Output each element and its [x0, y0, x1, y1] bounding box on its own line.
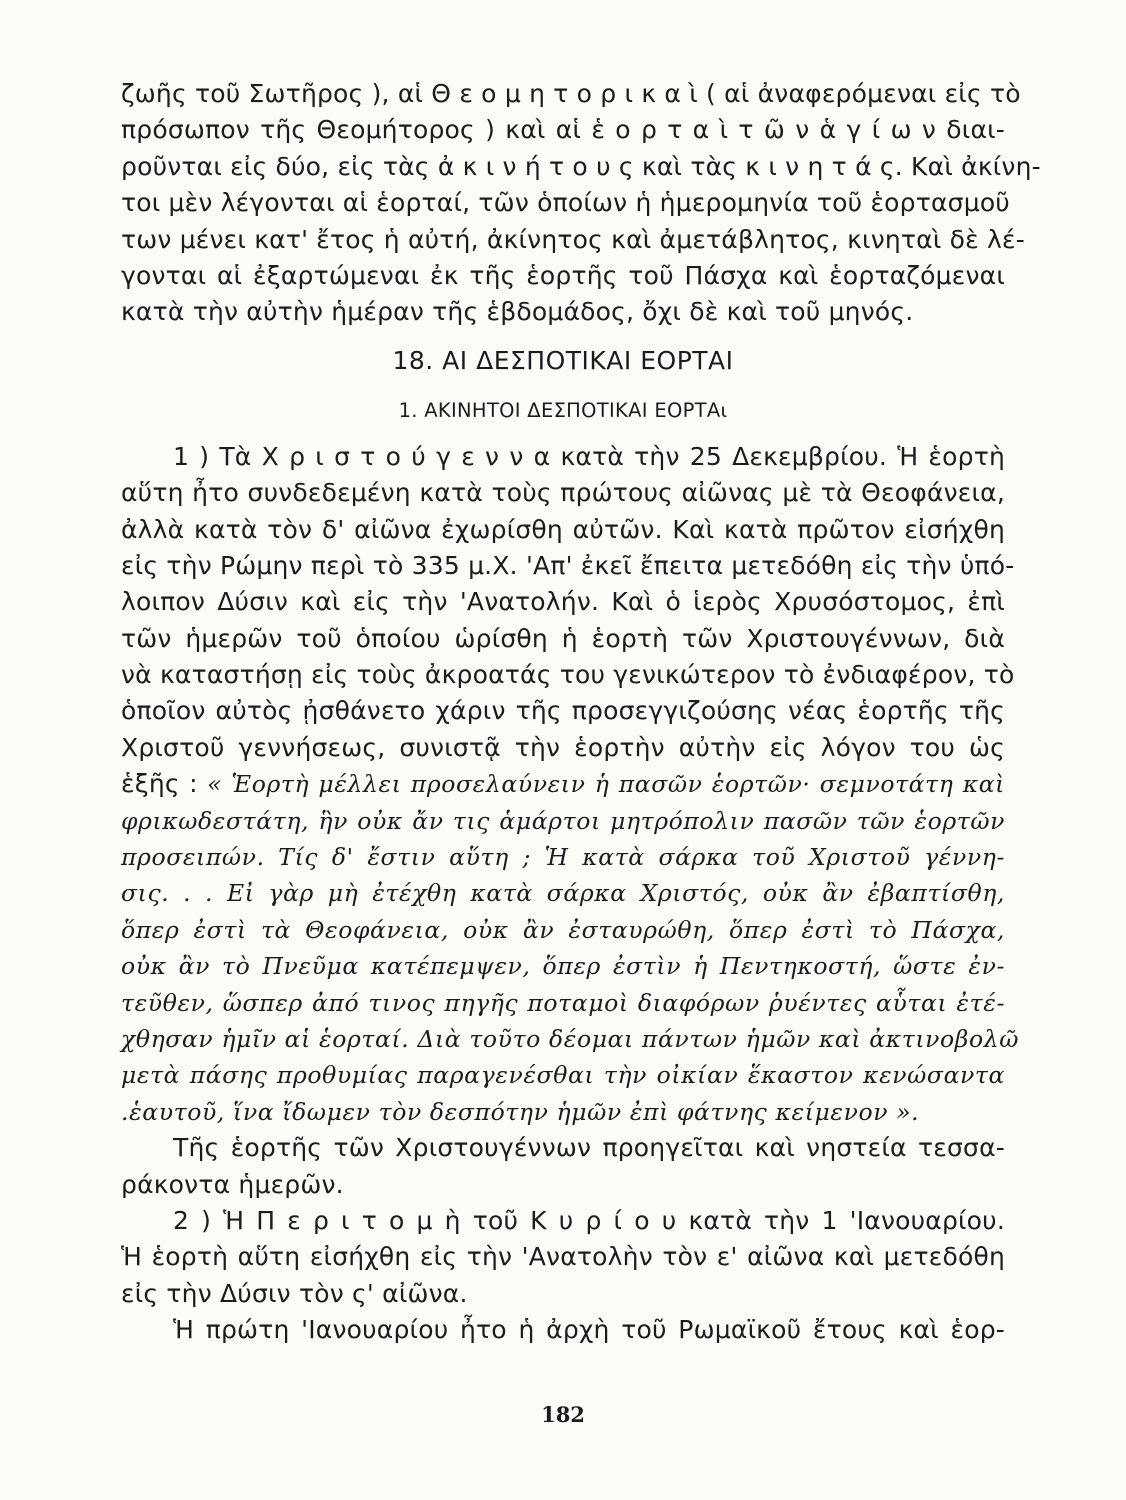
quote-first-line — [121, 766, 1005, 802]
text-line: κατὰ τὴν αὐτὴν ἡμέραν τῆς ἑβδομάδος, ὄχι δὲ καὶ τοῦ μηνός. — [121, 297, 914, 327]
quote-line: οὐκ ἂν τὸ Πνεῦμα κατέπεμψεν, ὅπερ ἐστὶν ἡ Πεντηκοστή, ὥστε ἐν- — [121, 952, 1005, 981]
text-line: τοι μὲν λέγονται αἱ ἑορταί, τῶν ὁποίων ἡ ἡμερομηνία τοῦ ἑορτασμοῦ — [121, 188, 1010, 218]
text-line: αὕτη ἦτο συνδεδεμένη κατὰ τοὺς πρώτους αἰῶνας μὲ τὰ Θεοφάνεια, — [121, 478, 1005, 508]
page-number: 182 — [541, 1402, 585, 1427]
subsection-heading: 1. ΑΚΙΝΗΤΟΙ ΔΕΣΠΟΤΙΚΑΙ ΕΟΡΤΑι — [398, 398, 728, 422]
text-line: ράκοντα ἡμερῶν. — [121, 1169, 344, 1199]
text-line: Τῆς ἑορτῆς τῶν Χριστουγέννων προηγεῖται καὶ νηστεία τεσσα- — [173, 1133, 1005, 1163]
quote-text: « Ἑορτὴ μέλλει προσελαύνειν ἡ πασῶν ἑορτῶν· σεμνοτάτη καὶ — [207, 770, 1005, 799]
text-line: Χριστοῦ γεννήσεως, συνιστᾷ τὴν ἑορτὴν αὐτὴν εἰς λόγον του ὡς — [121, 732, 1005, 762]
intro-paragraph — [121, 76, 1041, 331]
text-line: των μένει κατ' ἔτος ἡ αὐτή, ἀκίνητος καὶ ἀμετάβλητος, κινηταὶ δὲ λέ- — [121, 224, 1025, 254]
quote-line: .ἑαυτοῦ, ἵνα ἴδωμεν τὸν δεσπότην ἡμῶν ἐπὶ φάτνης κείμενον ». — [121, 1097, 920, 1126]
quote-line: μετὰ πάσης προθυμίας παραγενέσθαι τὴν οἰκίαν ἕκαστον κενώσαντα — [121, 1061, 1005, 1090]
text-line: εἰς τὴν Δύσιν τὸν ς' αἰῶνα. — [121, 1278, 468, 1308]
page-body — [121, 76, 1041, 1349]
chrysostom-quote — [121, 766, 1019, 1130]
text-line: Ἡ ἑορτὴ αὕτη εἰσήχθη εἰς τὴν 'Ανατολὴν τὸν ε' αἰῶνα καὶ μετεδόθη — [121, 1242, 1005, 1272]
text-line: Ἡ πρώτη 'Ιανουαρίου ἦτο ἡ ἀρχὴ τοῦ Ρωμαϊκοῦ ἔτους καὶ ἑορ- — [173, 1315, 1005, 1345]
quote-line: σις. . . Εἰ γὰρ μὴ ἐτέχθη κατὰ σάρκα Χριστός, οὐκ ἂν ἐβαπτίσθη, — [121, 879, 1005, 908]
text-line: εἰς τὴν Ρώμην περὶ τὸ 335 μ.Χ. 'Απ' ἐκεῖ ἔπειτα μετεδόθη εἰς τὴν ὑπό- — [121, 550, 1015, 580]
text-line: 2 ) Ἡ Π ε ρ ι τ ο μ ὴ τοῦ Κ υ ρ ί ο υ κατὰ τὴν 1 'Ιανουαρίου. — [173, 1205, 1005, 1235]
christmas-paragraph — [121, 439, 1015, 767]
text-line: ροῦνται εἰς δύο, εἰς τὰς ἀ κ ι ν ή τ ο υ ς καὶ τὰς κ ι ν η τ ά ς. Καὶ ἀκίνη- — [121, 151, 1041, 181]
text-line: ὁποῖον αὐτὸς ᾐσθάνετο χάριν τῆς προσεγγιζούσης νέας ἑορτῆς τῆς — [121, 696, 1005, 726]
text-line: γονται αἱ ἐξαρτώμεναι ἐκ τῆς ἑορτῆς τοῦ Πάσχα καὶ ἑορταζόμεναι — [121, 260, 1005, 290]
text-line: λοιπον Δύσιν καὶ εἰς τὴν 'Ανατολήν. Καὶ ὁ ἱερὸς Χρυσόστομος, ἐπὶ — [121, 587, 1005, 617]
quote-line: προσειπών. Τίς δ' ἔστιν αὕτη ; Ἡ κατὰ σάρκα τοῦ Χριστοῦ γέννη- — [121, 843, 1005, 872]
quote-line: φρικωδεστάτη, ἣν οὐκ ἄν τις ἁμάρτοι μητρόπολιν πασῶν τῶν ἑορτῶν — [121, 806, 1005, 835]
january-paragraph — [121, 1312, 1005, 1348]
quote-line: τεῦθεν, ὥσπερ ἀπό τινος πηγῆς ποταμοὶ διαφόρων ῥυέντες αὗται ἐτέ- — [121, 988, 1005, 1017]
fasting-paragraph — [121, 1130, 1005, 1203]
circumcision-paragraph — [121, 1203, 1005, 1312]
quote-line: ὅπερ ἐστὶ τὰ Θεοφάνεια, οὐκ ἂν ἐσταυρώθη, ὅπερ ἐστὶ τὸ Πάσχα, — [121, 915, 1005, 944]
quote-line: χθησαν ἡμῖν αἱ ἑορταί. Διὰ τοῦτο δέομαι πάντων ἡμῶν καὶ ἀκτινοβολῶ — [121, 1024, 1019, 1053]
text-line: ζωῆς τοῦ Σωτῆρος ), αἱ Θ ε ο μ η τ ο ρ ι κ α ὶ ( αἱ ἀναφερόμεναι εἰς τὸ — [121, 79, 1021, 108]
text-line: τῶν ἡμερῶν τοῦ ὁποίου ὡρίσθη ἡ ἑορτὴ τῶν Χριστουγέννων, διὰ — [121, 623, 1005, 653]
quote-lead: ἑξῆς : — [121, 769, 198, 799]
text-line: νὰ καταστήσῃ εἰς τοὺς ἀκροατάς του γενικώτερον τὸ ἐνδιαφέρον, τὸ — [121, 660, 1015, 690]
text-line: ἀλλὰ κατὰ τὸν δ' αἰῶνα ἐχωρίσθη αὐτῶν. Καὶ κατὰ πρῶτον εἰσήχθη — [121, 514, 1005, 544]
section-heading: 18. ΑΙ ΔΕΣΠΟΤΙΚΑΙ ΕΟΡΤΑΙ — [392, 345, 734, 375]
text-line: πρόσωπον τῆς Θεομήτορος ) καὶ αἱ ἑ ο ρ τ α ὶ τ ῶ ν ἁ γ ί ω ν διαι- — [121, 115, 1005, 145]
text-line: 1 ) Τὰ Χ ρ ι σ τ ο ύ γ ε ν ν α κατὰ τὴν 25 Δεκεμβρίου. Ἡ ἑορτὴ — [173, 441, 1005, 471]
